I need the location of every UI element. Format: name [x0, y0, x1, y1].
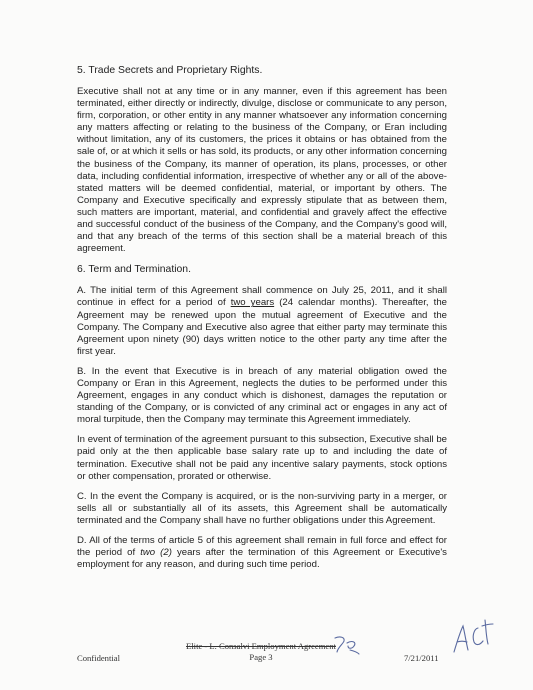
footer-page-number: Page 3 [249, 652, 273, 662]
section-6d-text-end: years after the termination of this Agreement or Executive's employment for any reason, and during such time period. [77, 547, 447, 571]
footer-confidential: Confidential [77, 653, 120, 663]
page-content [77, 64, 447, 579]
section-6a-text-end: (24 calendar months). Thereafter, the Agreement may be renewed upon the mutual agreement of Executive and the Company. The Company and Executive also agree that either party may terminate this Agreement upon ninety (90) days written notice to the other party any time after the first year. [77, 297, 448, 357]
section-6b-paragraph: B. In the event that Executive is in breach of any material obligation owed the Company or Eran in this Agreement, neglects the duties to be performed under this Agreement, engages in any conduct which is dishonest, damages the reputation or standing of the Company, or is convicted of any criminal act or engages in any act of moral turpitude, then the Company may terminate this Agreement immediately. [77, 365, 447, 426]
section-6a-underlined-term: two years [230, 297, 275, 309]
section-6-heading: 6. Term and Termination. [77, 264, 191, 276]
footer-handwritten-initials [332, 634, 362, 658]
section-5-body: Executive shall not at any time or in any manner, even if this agreement has been terminated, either directly or indirectly, divulge, disclose or communicate to any person, firm, corporation, or other entity in any manner whatsoever any information concerning any matters affecting or relating to the business of the Company, or Eran including without limitation, any of its customers, the prices it obtains or has obtained from the sale of, or at which it sells or has sold, its products, or any other information concerning the business of the Company, its manner of operation, its plans, processes, or other data, including confidential information, irrespective of whether any or all of the above-stated matters will be deemed confidential, material, or important by others. The Company and Executive specifically and expressly stipulate that as between them, such matters are important, material, and confidential and gravely affect the effective and successful conduct of the business of the Company, and the Company's good will, and that any breach of the terms of this section shall be a material breach of this agreement. [77, 86, 447, 255]
footer-center [186, 641, 336, 663]
section-5-heading: 5. Trade Secrets and Proprietary Rights. [77, 65, 263, 76]
section-6d-paragraph [77, 535, 447, 571]
section-6b-continuation: In event of termination of the agreement pursuant to this subsection, Executive shall be paid only at the then applicable base salary rate up to and including the date of termination. Executive shall not be paid any incentive salary payments, stock options or other compensation, prorated or otherwise. [77, 434, 447, 482]
margin-handwritten-initials [448, 612, 498, 660]
footer-agreement-title: Elite - L. Consalvi Employment Agreement [186, 641, 336, 651]
section-6a-text-start: A. The initial term of this Agreement shall commence on July 25, 2011, and it shall continue in effect for a period of [77, 285, 447, 309]
section-6c-paragraph: C. In the event the Company is acquired, or is the non-surviving party in a merger, or sells all or substantially all of its assets, this Agreement shall be automatically terminated and the Company shall have no further obligations under this Agreement. [77, 490, 447, 526]
section-6d-text-start: D. All of the terms of article 5 of this agreement shall remain in full force and effect for the period of [77, 535, 447, 559]
footer-date: 7/21/2011 [404, 653, 439, 663]
section-6d-italic-term: two (2) [140, 547, 172, 559]
section-6a-paragraph [77, 285, 447, 358]
